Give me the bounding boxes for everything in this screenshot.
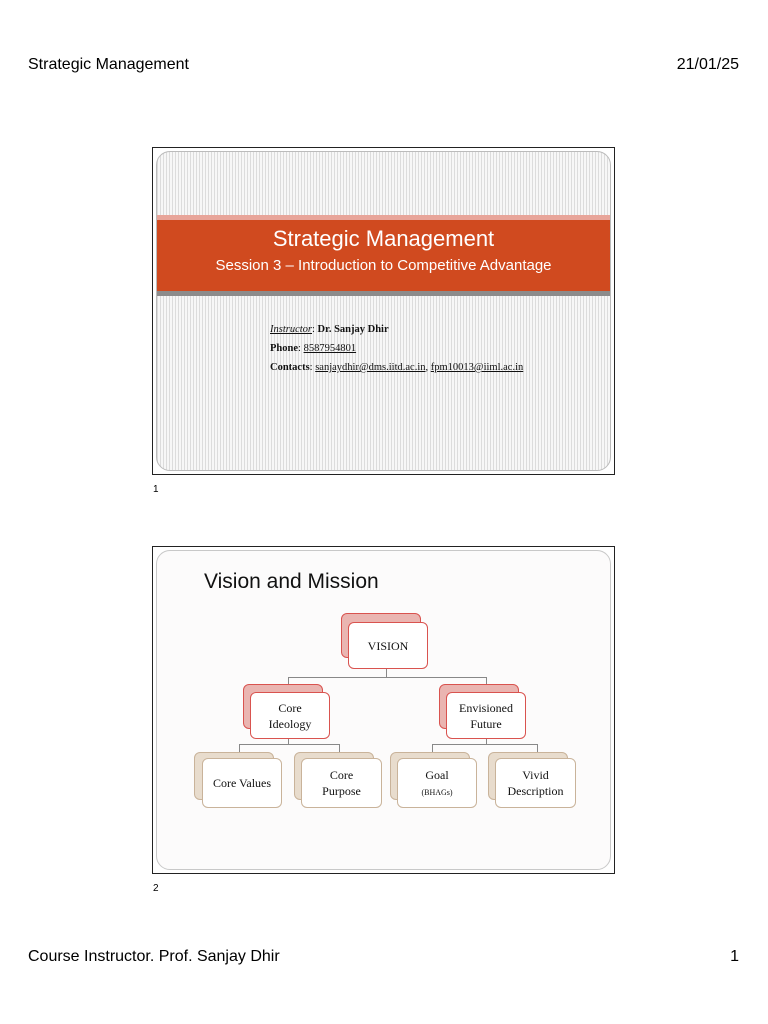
envisioned-future-line-1: Envisioned xyxy=(459,700,513,715)
connector-level1-bar xyxy=(288,677,486,678)
contact-email-link-2[interactable]: fpm10013@iiml.ac.in xyxy=(430,362,524,373)
instructor-line: Instructor: Dr. Sanjay Dhir xyxy=(270,324,389,335)
page-footer-instructor: Course Instructor. Prof. Sanjay Dhir xyxy=(28,948,280,965)
core-ideology-line-1: Core xyxy=(278,700,302,715)
envisioned-future-line-2: Future xyxy=(470,716,502,731)
envisioned-future-node xyxy=(446,692,526,739)
core-purpose-line-2: Purpose xyxy=(322,784,361,798)
vision-node xyxy=(348,622,428,669)
connector-level2-right-bar xyxy=(432,744,537,745)
slide-2-canvas xyxy=(156,550,611,870)
core-ideology-line-2: Ideology xyxy=(268,716,312,731)
slide-1-title: Strategic Management xyxy=(272,226,495,251)
goal-label: Goal xyxy=(425,768,449,782)
instructor-name: Dr. Sanjay Dhir xyxy=(317,324,389,335)
title-band-bottom-stripe xyxy=(157,291,610,296)
core-purpose-line-1: Core xyxy=(329,768,354,782)
slide-1-canvas xyxy=(156,151,611,471)
contacts-line: Contacts: sanjaydhir@dms.iitd.ac.in, fpm10013@iiml.ac.in xyxy=(270,362,524,373)
slide-1-number: 1 xyxy=(153,484,159,495)
contact-email-link-1[interactable]: sanjaydhir@dms.iitd.ac.in xyxy=(315,362,426,373)
vivid-description-node xyxy=(495,758,576,808)
slide-2-number: 2 xyxy=(153,883,159,894)
slide-2-title: Vision and Mission xyxy=(204,570,379,593)
goal-note: (BHAGs) xyxy=(421,788,453,797)
phone-label: Phone xyxy=(270,343,299,354)
core-values-node xyxy=(202,758,282,808)
phone-value: 8587954801 xyxy=(303,343,357,354)
page-footer-page-number: 1 xyxy=(730,948,739,965)
phone-line: Phone: 8587954801 xyxy=(270,343,357,354)
slide-1-thumbnail xyxy=(152,147,615,475)
page-header-date: 21/01/25 xyxy=(676,56,739,73)
instructor-label: Instructor xyxy=(270,324,312,335)
vivid-description-line-1: Vivid xyxy=(522,768,549,782)
slide-2-thumbnail xyxy=(152,546,615,874)
core-ideology-node xyxy=(250,692,330,739)
core-purpose-node xyxy=(301,758,382,808)
contacts-label: Contacts xyxy=(270,362,310,373)
vivid-description-line-2: Description xyxy=(507,784,564,798)
core-values-label: Core Values xyxy=(212,776,272,790)
instructor-info xyxy=(270,320,523,377)
goal-node xyxy=(397,758,477,808)
page-header-title: Strategic Management xyxy=(28,56,189,73)
slide-1-subtitle: Session 3 – Introduction to Competitive Advantage xyxy=(215,257,552,274)
vision-label: VISION xyxy=(367,638,409,653)
connector-level2-left-bar xyxy=(239,744,339,745)
